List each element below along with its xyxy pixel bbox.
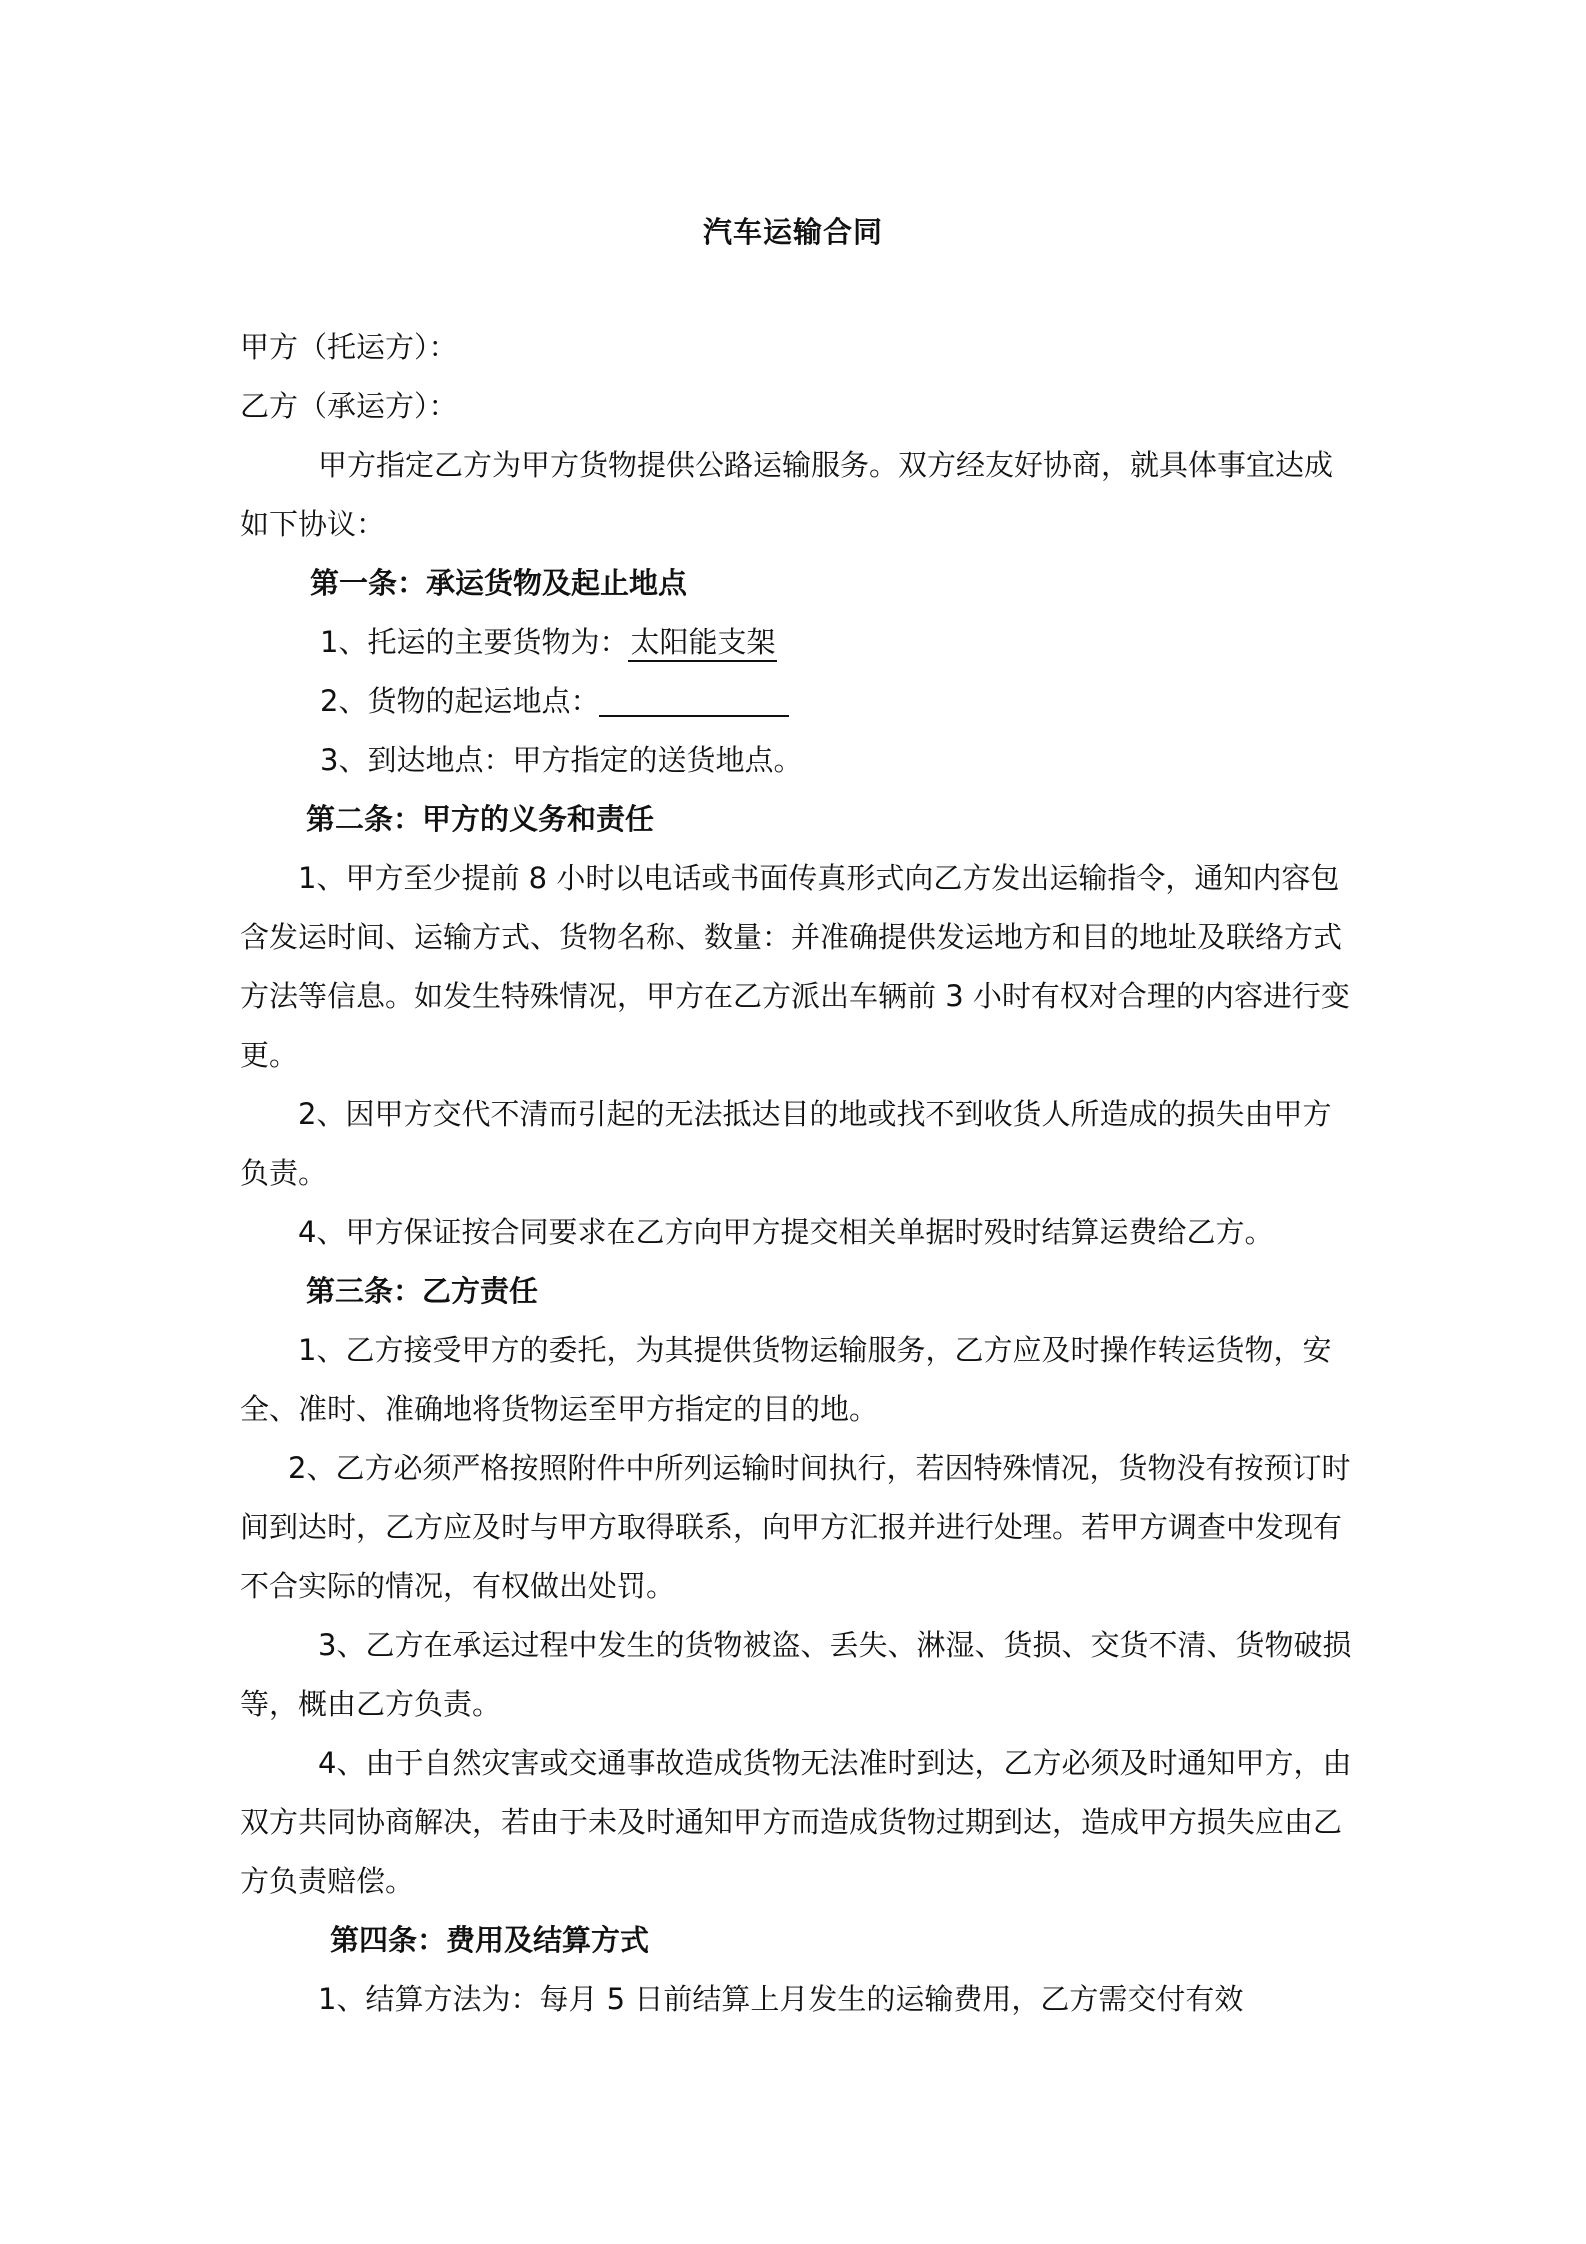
party-a-line: 甲方（托运方）： [240, 330, 458, 364]
article-1-item-3: 3、到达地点：甲方指定的送货地点。 [320, 743, 803, 777]
article-3-paragraph-1: 1、乙方接受甲方的委托，为其提供货物运输服务，乙方应及时操作转运货物，安全、准时、准确地将货物运至甲方指定的目的地。 [240, 1333, 1332, 1426]
document-title: 汽车运输合同 [702, 215, 883, 249]
article-1-item-2 [240, 672, 1355, 731]
article-2-paragraph-2: 2、因甲方交代不清而引起的无法抵达目的地或找不到收货人所造成的损失由甲方负责。 [240, 1097, 1332, 1190]
party-b-line: 乙方（承运方）： [240, 389, 458, 423]
article-1-heading: 第一条：承运货物及起止地点 [310, 566, 688, 600]
item-2-label: 2、货物的起运地点： [320, 684, 600, 718]
origin-blank-field [599, 685, 789, 717]
document-body [240, 318, 1355, 2029]
goods-field: 太阳能支架 [628, 624, 777, 662]
article-3-paragraph-2: 2、乙方必须严格按照附件中所列运输时间执行，若因特殊情况，货物没有按预订时间到达时，乙方应及时与甲方取得联系，向甲方汇报并进行处理。若甲方调查中发现有不合实际的情况，有权做出处罚。 [240, 1451, 1351, 1603]
intro-paragraph: 甲方指定乙方为甲方货物提供公路运输服务。双方经友好协商，就具体事宜达成如下协议： [240, 448, 1334, 541]
article-2-heading: 第二条：甲方的义务和责任 [306, 802, 655, 836]
article-4-paragraph-1: 1、结算方法为：每月 5 日前结算上月发生的运输费用，乙方需交付有效 [318, 1982, 1244, 2016]
article-2-paragraph-3: 4、甲方保证按合同要求在乙方向甲方提交相关单据时殁时结算运费给乙方。 [298, 1215, 1274, 1249]
article-2-paragraph-1: 1、甲方至少提前 8 小时以电话或书面传真形式向乙方发出运输指令，通知内容包含发运时间、运输方式、货物名称、数量：并准确提供发运地方和目的地址及联络方式方法等信息。如发生特殊情况，甲方在乙方派出车辆前 3 小时有权对合理的内容进行变更。 [240, 861, 1350, 1072]
article-3-paragraph-3: 3、乙方在承运过程中发生的货物被盗、丢失、淋湿、货损、交货不清、货物破损等，概由乙方负责。 [240, 1628, 1352, 1721]
article-1-item-1 [240, 613, 1355, 672]
article-3-paragraph-4: 4、由于自然灾害或交通事故造成货物无法准时到达，乙方必须及时通知甲方，由双方共同协商解决，若由于未及时通知甲方而造成货物过期到达，造成甲方损失应由乙方负责赔偿。 [240, 1746, 1352, 1898]
article-3-heading: 第三条：乙方责任 [306, 1274, 539, 1308]
item-1-label: 1、托运的主要货物为： [320, 625, 629, 659]
article-4-heading: 第四条：费用及结算方式 [330, 1923, 650, 1957]
